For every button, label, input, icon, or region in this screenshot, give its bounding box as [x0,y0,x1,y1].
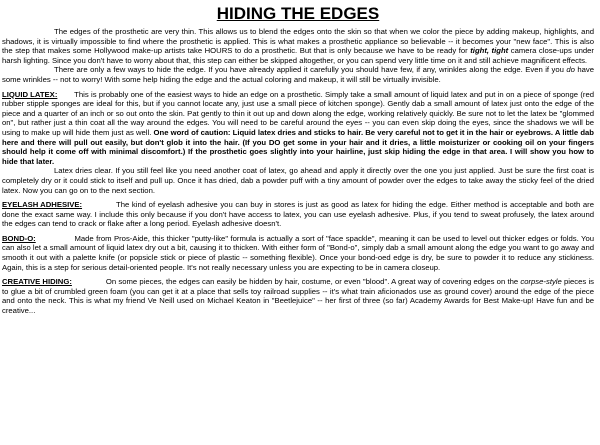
intro-p1-text-a: The edges of the prosthetic are very thin. This allows us to blend the edges onto the skin so that when we color the piece by adding makeup, highlights, and shadows, it is virtually impossible to find where the prosthetic is applied. This is what makes a prosthetic appliance so believable -- it becomes your "new face". This is also the step that makes some Hollywood make-up artists take HOURS to do a prosthetic. But that is only because we have to be ready for [2,27,594,56]
section-creative-hiding [2,277,594,315]
bond-o-heading: BOND-O: [2,233,36,243]
section-eyelash-adhesive [2,200,594,229]
liquid-latex-warning: One word of caution: Liquid latex dries and sticks to hair. Be very careful not to get it in the hair or eyebrows. A little dab here and there will pull out easily, but don't glob it into the hair. (If you DO get some in your hair and it dries, a little moisturizer or cooking oil on your fingers should help it come off with minimal discomfort.) If the prosthetic goes slightly into your hairline, just skip hiding the edge in that area. I will show you how to hide that later. [2,127,594,166]
intro-paragraph-2 [2,65,594,84]
intro-p2-emphasis: do [566,65,575,75]
creative-hiding-text-b: pieces is to glue a bit of crumbled green foam (you can get it at a place that sells toy railroad supplies -- it's what train aficionados use as ground cover) around the edge of the piece and onto the neck. This is what my friend Ve Neill used on Michael Keaton in "Beetlejuice" -- her first of three (so far) Academy Awards for Best Make-up! Have fun and be creative... [2,277,594,316]
intro-p2-text-b: have some wrinkles -- not to worry! With some help hiding the edge and the actual coloring and makeup, it will still be virtually invisible. [2,65,594,84]
eyelash-adhesive-paragraph [2,200,594,229]
bond-o-text: Made from Pros-Aide, this thicker "putty-like" formula is actually a sort of "face spackle", meaning it can be used to level out thicker edges or folds. You can also let a small amount of liquid latex dry out a bit, causing it to thicken. With either form of "Bond-o", simply dab a small amount along the edge you want to go away and smooth it out with a palette knife (or popsicle stick or piece of plastic -- something flexible). Once your bond-oed edge is dry, be sure to powder it to reduce any stickiness. Again, this is a step for serious detail-oriented people. It's not really necessary unless you are expecting to be in camera closeup. [2,233,595,272]
creative-hiding-emphasis: corpse-style [520,277,562,287]
liquid-latex-paragraph-1 [2,90,594,167]
intro-p1-text-b: camera close-ups under harsh lighting. Since you don't have to worry about that, this step can either be skipped altogether, or you can spend very little time on it and still achieve magnificent effects. [2,46,594,65]
creative-hiding-text-a: On some pieces, the edges can easily be hidden by hair, costume, or even "blood". A great way of covering edges on the [105,277,521,287]
liquid-latex-text: This is probably one of the easiest ways to hide an edge on a prosthetic. Simply take a small amount of liquid latex and put in on a piece of sponge (red rubber stipple sponges are ideal for this, but if you cannot locate any, just use a small piece of kitchen sponge). Gently dab a small amount of latex just onto the edge of the piece and a quarter of an inch or so out onto the skin. Pat gently to thin it out up and down along the edge, working relatively quickly. Be sure not to let the latex be "glommed on", but rather just a thin coat all the way around the edges. You will need to be careful around the eyes -- you can even skip doing the eyes, since the shadows we will be using to make up will hide them just as well. [2,89,594,137]
intro-paragraph-1 [2,27,594,65]
eyelash-adhesive-text: The kind of eyelash adhesive you can buy in stores is just as good as latex for hiding the edge. Either method is acceptable and both are done the exact same way. I include this only because if you don't have access to latex, you can use eyelash adhesive. Plus, if you tend to sweat profusely, the latex around the edges can tend to crack or flake after a long period. Eyelash adhesive doesn't. [2,200,594,229]
liquid-latex-paragraph-2: Latex dries clear. If you still feel like you need another coat of latex, go ahead and apply it directly over the one you just applied. Just be sure the first coat is completely dry or it could stick to itself and pull up. Once it has dried, dab a powder puff with a tiny amount of powder over the edges to take away the sticky feel of the dried latex. Now you can go on to the next section. [2,166,594,195]
intro-p2-text-a: There are only a few ways to hide the edge. If you have already applied it carefully you should have few, if any, wrinkles along the edge. Even if you [54,65,567,75]
section-bond-o [2,234,594,272]
creative-hiding-paragraph [2,277,594,315]
liquid-latex-heading: LIQUID LATEX: [2,89,58,99]
page-title: HIDING THE EDGES [216,4,380,23]
bond-o-paragraph [2,234,594,272]
eyelash-adhesive-heading: EYELASH ADHESIVE: [2,200,83,210]
creative-hiding-heading: CREATIVE HIDING: [2,277,72,287]
section-liquid-latex [2,90,594,196]
intro-p1-emphasis: tight, tight [470,46,509,56]
